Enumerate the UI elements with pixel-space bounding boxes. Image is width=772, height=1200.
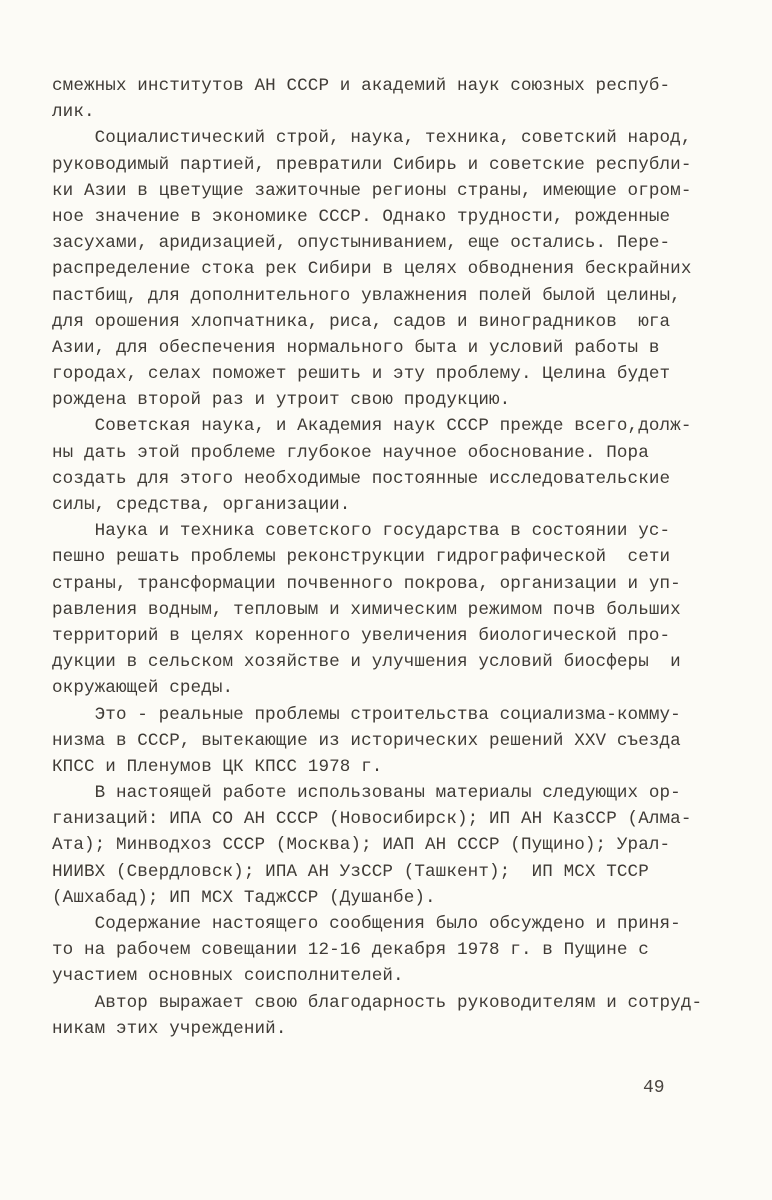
text-line: никам этих учреждений. <box>52 1018 287 1039</box>
text-line: Автор выражает свою благодарность руководителям и сотруд- <box>52 992 703 1013</box>
text-line: руководимый партией, превратили Сибирь и советские республи- <box>52 154 692 175</box>
text-line: участием основных соисполнителей. <box>52 966 404 987</box>
text-line: засухами, аридизацией, опустыниванием, еще остались. Пере- <box>52 233 671 254</box>
text-line: Это - реальные проблемы строительства социализма-комму- <box>52 704 681 725</box>
text-line: страны, трансформации почвенного покрова, организации и уп- <box>52 573 681 594</box>
text-line: КПСС и Пленумов ЦК КПСС 1978 г. <box>52 756 383 777</box>
text-line: для орошения хлопчатника, риса, садов и виноградников юга <box>52 311 671 332</box>
text-line: городах, селах поможет решить и эту проблему. Целина будет <box>52 364 671 385</box>
text-line: ки Азии в цветущие зажиточные регионы страны, имеющие огром- <box>52 180 692 201</box>
text-line: ное значение в экономике СССР. Однако трудности, рожденные <box>52 206 671 227</box>
text-line: равления водным, тепловым и химическим режимом почв больших <box>52 599 681 620</box>
text-line: территорий в целях коренного увеличения биологической про- <box>52 625 671 646</box>
text-line: Социалистический строй, наука, техника, советский народ, <box>52 128 692 149</box>
text-line: В настоящей работе использованы материалы следующих ор- <box>52 783 681 804</box>
text-line: Наука и техника советского государства в состоянии ус- <box>52 521 671 542</box>
text-line: силы, средства, организации. <box>52 495 351 515</box>
text-line: то на рабочем совещании 12-16 декабря 1978 г. в Пущине с <box>52 940 649 961</box>
text-line: (Ашхабад); ИП МСХ ТаджССР (Душанбе). <box>52 887 436 908</box>
page-number: 49 <box>643 1078 665 1098</box>
text-line: распределение стока рек Сибири в целях обводнения бескрайних <box>52 259 692 280</box>
text-line: смежных институтов АН СССР и академий наук союзных респуб- <box>52 76 671 96</box>
text-line: Содержание настоящего сообщения было обсуждено и приня- <box>52 914 681 934</box>
text-line: пешно решать проблемы реконструкции гидрографической сети <box>52 547 671 568</box>
text-line: НИИВХ (Свердловск); ИПА АН УзССР (Ташкент); ИП МСХ ТССР <box>52 861 649 882</box>
text-line: рождена второй раз и утроит свою продукцию. <box>52 390 511 411</box>
text-line: создать для этого необходимые постоянные исследовательские <box>52 468 671 489</box>
text-line: Советская наука, и Академия наук СССР прежде всего,долж- <box>52 416 692 437</box>
body-text <box>52 73 702 1042</box>
text-line: ны дать этой проблеме глубокое научное обоснование. Пора <box>52 442 649 463</box>
text-line: ганизаций: ИПА СО АН СССР (Новосибирск); ИП АН КазССР (Алма- <box>52 809 692 830</box>
text-line: Азии, для обеспечения нормального быта и условий работы в <box>52 337 660 358</box>
text-line: пастбищ, для дополнительного увлажнения полей былой целины, <box>52 285 681 306</box>
text-line: Ата); Минводхоз СССР (Москва); ИАП АН СССР (Пущино); Урал- <box>52 835 671 856</box>
text-line: лик. <box>52 102 95 123</box>
text-line: окружающей среды. <box>52 678 234 699</box>
text-line: низма в СССР, вытекающие из исторических решений XXV съезда <box>52 730 681 751</box>
text-line: дукции в сельском хозяйстве и улучшения условий биосферы и <box>52 652 681 673</box>
